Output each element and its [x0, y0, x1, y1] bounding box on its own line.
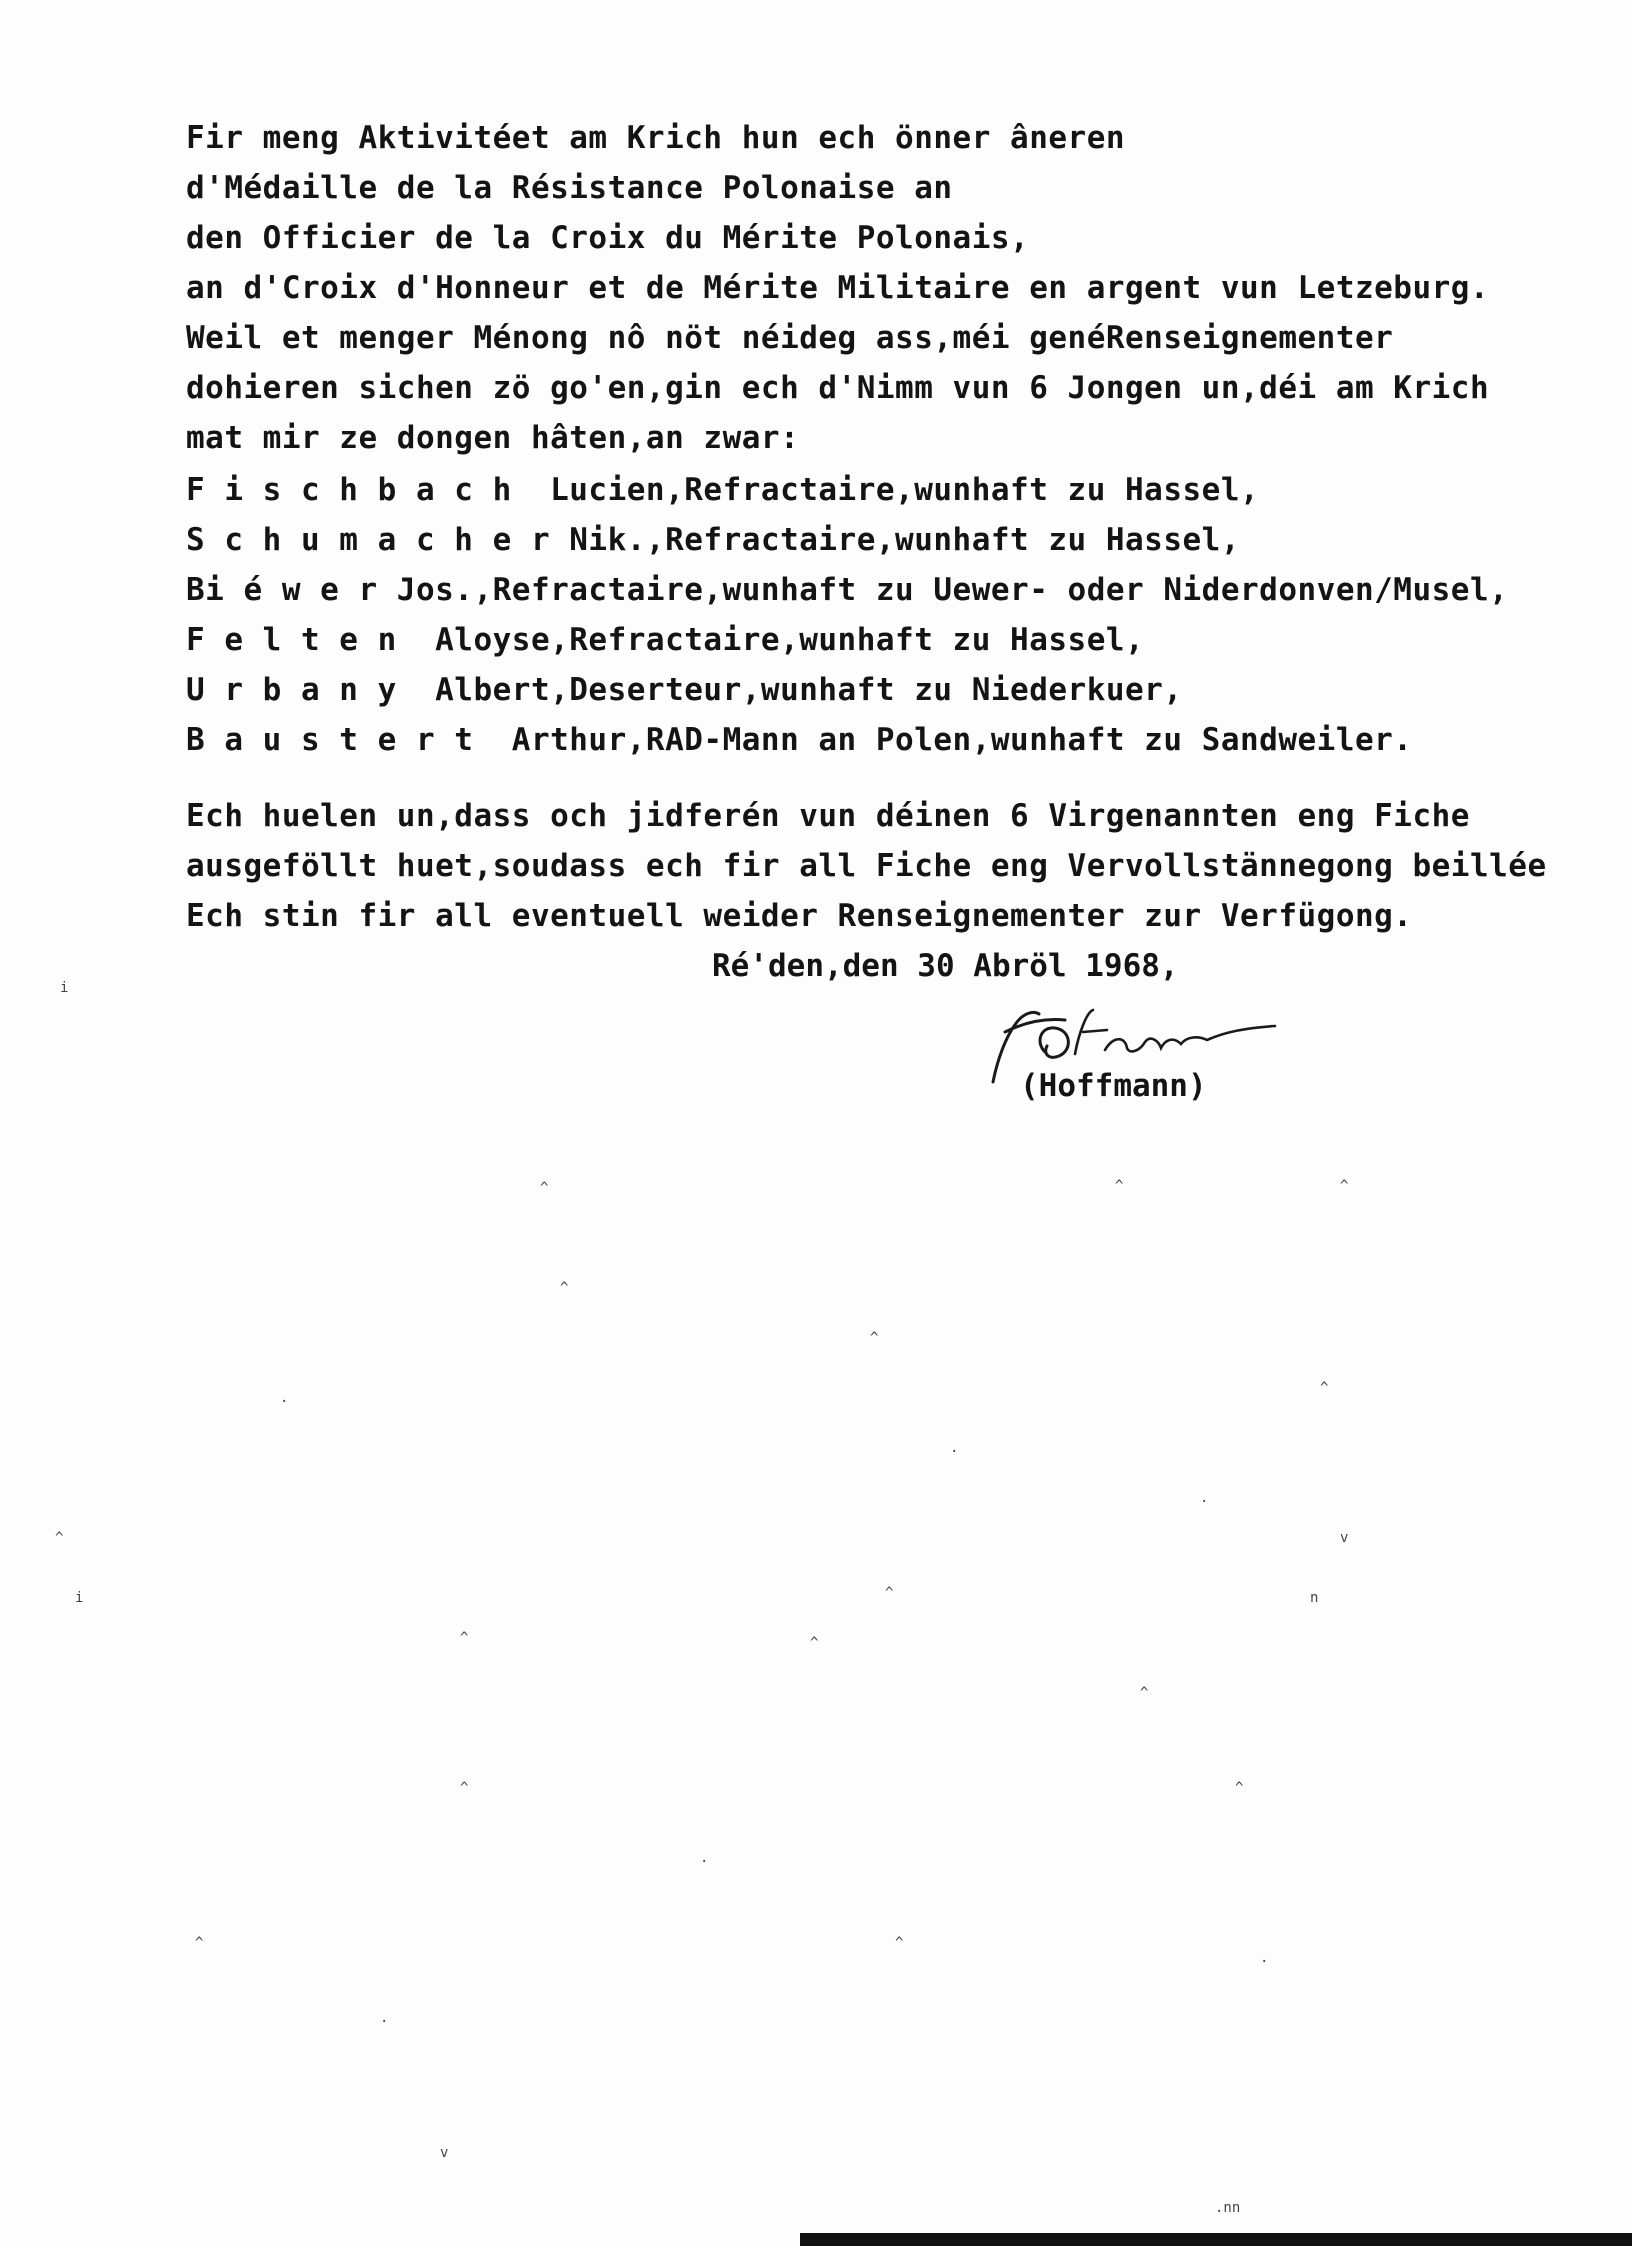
letter-line: Fir meng Aktivitéet am Krich hun ech önner âneren	[186, 120, 1126, 156]
letter-line: Ech huelen un,dass och jidferén vun déinen 6 Virgenannten eng Fiche	[186, 798, 1470, 834]
letter-line: d'Médaille de la Résistance Polonaise an	[186, 170, 953, 206]
scan-edge-bar	[800, 2233, 1632, 2246]
letter-line: ausgeföllt huet,soudass ech fir all Fiche eng Vervollstännegong beillée	[186, 848, 1547, 884]
letter-line: Weil et menger Ménong nô nöt néideg ass,méi genéRenseignementer	[186, 320, 1394, 356]
letter-line: den Officier de la Croix du Mérite Polonais,	[186, 220, 1030, 256]
letter-line: dohieren sichen zö go'en,gin ech d'Nimm vun 6 Jongen un,déi am Krich	[186, 370, 1490, 406]
letter-line: an d'Croix d'Honneur et de Mérite Militaire en argent vun Letzeburg.	[186, 270, 1490, 306]
name-entry: F i s c h b a c h Lucien,Refractaire,wunhaft zu Hassel,	[186, 472, 1260, 508]
name-entry: F e l t e n Aloyse,Refractaire,wunhaft zu Hassel,	[186, 622, 1145, 658]
letter-line: mat mir ze dongen hâten,an zwar:	[186, 420, 800, 456]
letter-page: Fir meng Aktivitéet am Krich hun ech önner âneren d'Médaille de la Résistance Polonaise an den Officier de la Croix du Mérite Polonais, an d'Croix d'Honneur et de Mérite Militaire en argent vun Letzeburg. Weil et menger Ménong nô nöt néideg ass,méi genéRenseignementer dohieren sichen zö go'en,gin ech d'Nimm vun 6 Jongen un,déi am Krich mat mir ze dongen hâten,an zwar: F i s c h b a c h Lucien,Refractaire,wunhaft zu Hassel, S c h u m a c h e r Nik.,Refractaire,wunhaft zu Hassel, Bi é w e r Jos.,Refractaire,wunhaft zu Uewer- oder Niderdonven/Musel, F e l t e n Aloyse,Refractaire,wunhaft zu Hassel, U r b a n y Albert,Deserteur,wunhaft zu Niederkuer, B a u s t e r t Arthur,RAD-Mann an Polen,wunhaft zu Sandweiler. Ech huelen un,dass och jidferén vun déinen 6 Virgenannten eng Fiche ausgeföllt huet,soudass ech fir all Fiche eng Vervollstännegong beillée Ech stin fir all eventuell weider Renseignementer zur Verfügong. Ré'den,den 30 Abröl 1968, (Hoffmann) ^ ^ ^ ^ ^ ^ ^ ^ ^ ^ ^ ^ ^ ^ ^ v v . . . . . . i i n .nn	[0, 0, 1632, 2246]
signatory-name: (Hoffmann)	[1020, 1068, 1207, 1104]
name-entry: B a u s t e r t Arthur,RAD-Mann an Polen,wunhaft zu Sandweiler.	[186, 722, 1413, 758]
place-date: Ré'den,den 30 Abröl 1968,	[712, 948, 1179, 984]
name-entry: U r b a n y Albert,Deserteur,wunhaft zu Niederkuer,	[186, 672, 1183, 708]
name-entry: Bi é w e r Jos.,Refractaire,wunhaft zu Uewer- oder Niderdonven/Musel,	[186, 572, 1509, 608]
name-entry: S c h u m a c h e r Nik.,Refractaire,wunhaft zu Hassel,	[186, 522, 1240, 558]
letter-line: Ech stin fir all eventuell weider Renseignementer zur Verfügong.	[186, 898, 1413, 934]
